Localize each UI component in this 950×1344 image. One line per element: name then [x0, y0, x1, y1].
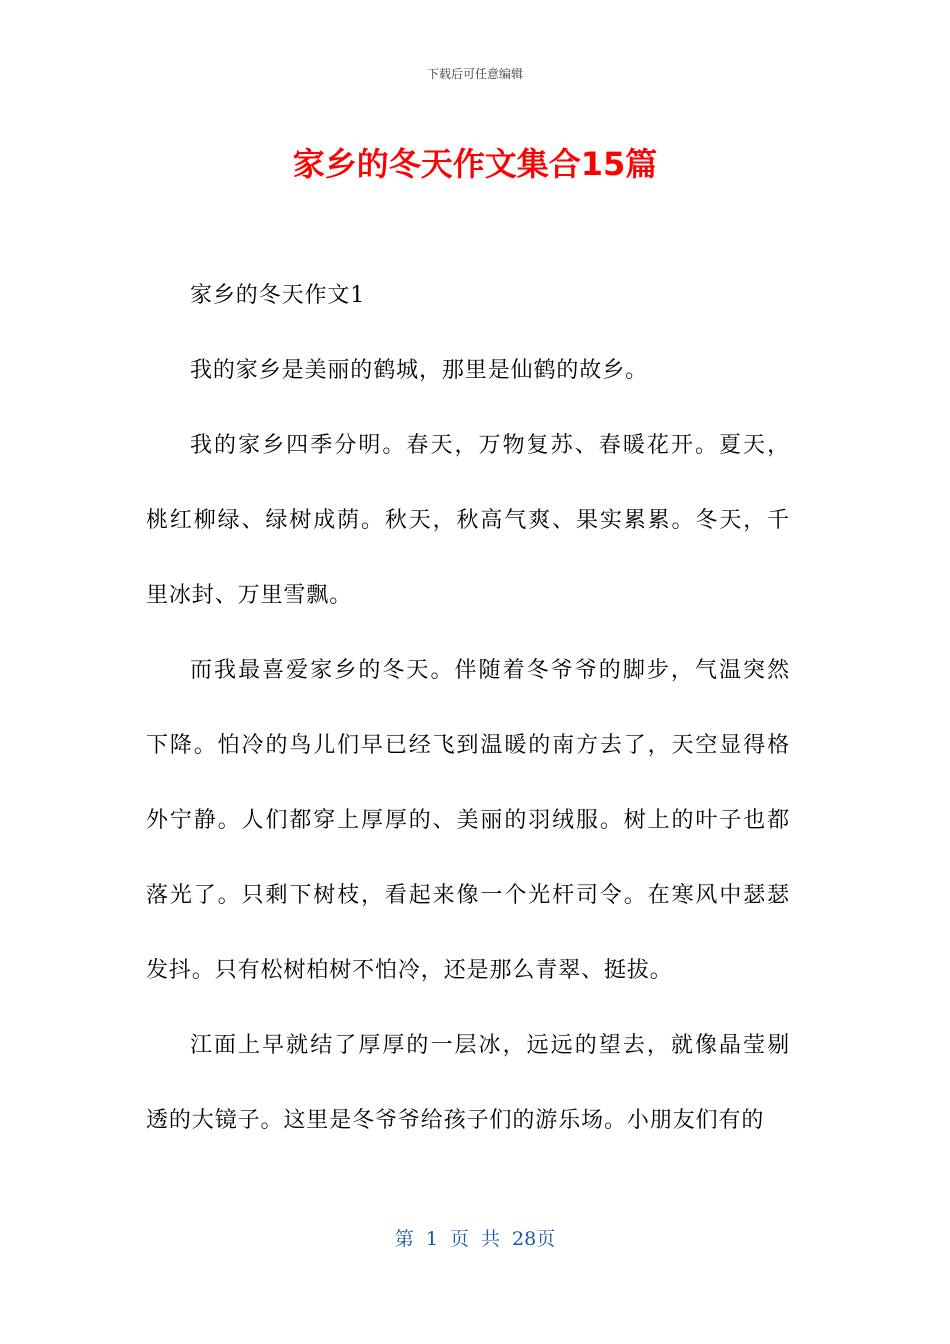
document-title: 家乡的冬天作文集合15篇 — [292, 145, 658, 183]
body-text-line: 我的家乡是美丽的鹤城，那里是仙鹤的故乡。 — [190, 358, 649, 383]
body-text-line: 我的家乡四季分明。春天，万物复苏、春暖花开。夏天， — [190, 433, 790, 458]
page-number-footer: 第 1 页 共 28页 — [394, 1228, 556, 1250]
body-text-line: 外宁静。人们都穿上厚厚的、美丽的羽绒服。树上的叶子也都 — [146, 808, 790, 833]
body-text-line: 落光了。只剩下树枝，看起来像一个光杆司令。在寒风中瑟瑟 — [146, 883, 790, 908]
body-text-line: 透的大镜子。这里是冬爷爷给孩子们的游乐场。小朋友们有的 — [146, 1108, 765, 1133]
body-text-line: 下降。怕冷的鸟儿们早已经飞到温暖的南方去了，天空显得格 — [146, 733, 790, 758]
body-text-line: 而我最喜爱家乡的冬天。伴随着冬爷爷的脚步，气温突然 — [190, 658, 790, 683]
body-text-line: 桃红柳绿、绿树成荫。秋天，秋高气爽、果实累累。冬天，千 — [146, 508, 790, 533]
body-text-line: 江面上早就结了厚厚的一层冰，远远的望去，就像晶莹剔 — [190, 1033, 790, 1058]
document-body — [146, 277, 790, 1177]
body-text-line: 发抖。只有松树柏树不怕冷，还是那么青翠、挺拔。 — [146, 958, 673, 983]
body-text-line: 家乡的冬天作文1 — [190, 283, 366, 308]
body-text-line: 里冰封、万里雪飘。 — [146, 583, 353, 608]
page-header-note: 下载后可任意编辑 — [426, 67, 523, 81]
